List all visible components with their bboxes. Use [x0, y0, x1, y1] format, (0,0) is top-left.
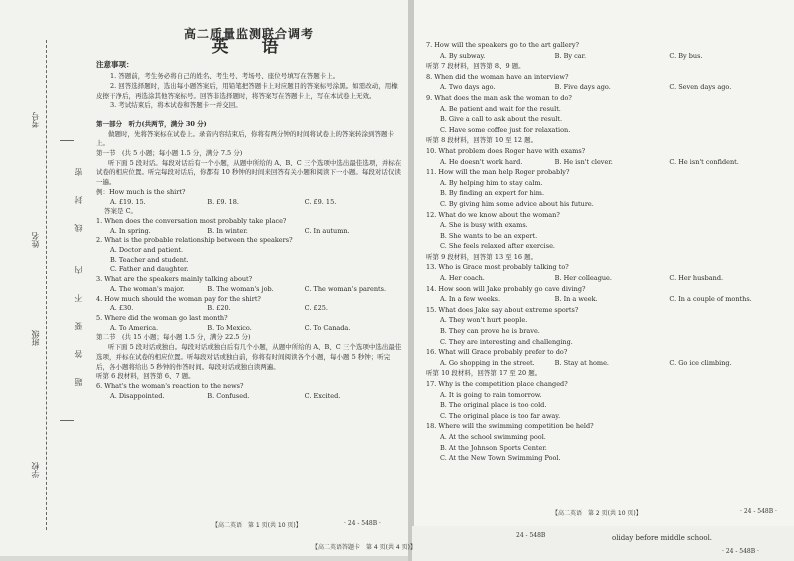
section1-intro: 听下面 5 段对话。每段对话后有一个小题，从题中所给的 A、B、C 三个选项中选出最佳选项，并标在试卷的相应位置。听完每段对话后，你都有 10 秒钟的时间来回答有关小题和阅读下一小题。每段对话仅读一遍。 — [96, 158, 402, 187]
options-1 — [110, 227, 402, 237]
option: B. She wants to be an expert. — [440, 231, 538, 240]
option: A. Doctor and patient. — [110, 246, 184, 255]
option: A. Be patient and wait for the result. — [440, 104, 561, 113]
option: B. At the Johnson Sports Center. — [440, 443, 547, 452]
option: C. Seven days ago. — [669, 83, 732, 92]
option: A. They won't hurt people. — [440, 316, 528, 325]
option: C. To Canada. — [304, 323, 351, 332]
option: A. In a few weeks. — [440, 295, 501, 304]
option: C. Go ice climbing. — [669, 358, 732, 367]
exam-title: 高二质量监测联合调考 — [183, 27, 314, 41]
question-3: 3. What are the speakers mainly talking about? — [96, 275, 253, 284]
option: A. By helping him to stay calm. — [440, 178, 543, 187]
seal-line — [46, 40, 47, 530]
seal-char: 密 — [74, 168, 83, 176]
option: B. By finding an expert for him. — [440, 189, 545, 198]
option: B. £20. — [207, 304, 231, 313]
seal-char: 线 — [74, 224, 83, 232]
material-instruction: 听第 7 段材料，回答第 8、9 题。 — [426, 62, 525, 71]
section1-heading: 第一节 (共 5 小题；每小题 1.5 分，满分 7.5 分) — [96, 149, 243, 158]
option: C. Father and daughter. — [110, 265, 189, 274]
option: B. The original place is too cold. — [440, 401, 547, 410]
right-page — [414, 0, 794, 526]
option: C. In a couple of months. — [669, 295, 752, 304]
material-6-instruction: 听第 6 段材料，回答第 6、7 题。 — [96, 372, 195, 381]
options-5 — [110, 324, 402, 334]
option: B. To Mexico. — [207, 323, 252, 332]
example-answer: 答案是 C。 — [104, 207, 138, 216]
name-label: 姓名 — [31, 232, 40, 248]
seal-tick — [60, 140, 74, 141]
option: C. In autumn. — [304, 226, 350, 235]
material-instruction: 听第 8 段材料，回答第 10 至 12 题。 — [426, 136, 538, 145]
page-footer: 【高二英语 第 1 页(共 10 页)】 — [212, 522, 302, 529]
section2-heading: 第二节 (共 15 小题；每小题 1.5 分，满分 22.5 分) — [96, 333, 251, 342]
class-label: 班级 — [31, 330, 40, 346]
subject-title: 英 语 — [211, 36, 287, 57]
option: A. Two days ago. — [440, 83, 496, 92]
seal-tick — [60, 420, 74, 421]
answer-sheet-footer: 【高二英语答题卡 第 4 页(共 4 页)】 — [312, 544, 416, 551]
option: C. The woman's parents. — [304, 284, 387, 293]
option: A. To America. — [110, 323, 159, 332]
question-1: 1. When does the conversation most probably take place? — [96, 216, 287, 225]
notice-item: 2. 回答选择题时，选出每小题答案后，用铅笔把答题卡上对应题目的答案标号涂黑。如需改动，用橡皮擦干净后，再选涂其他答案标号。回答非选择题时，将答案写在答题卡上，写在本试卷上无效。 — [96, 81, 398, 100]
options-row — [440, 82, 784, 93]
notice-block — [96, 60, 402, 111]
option: C. By bus. — [669, 51, 703, 60]
question: 18. Where will the swimming competition be held? — [426, 422, 594, 431]
option: B. The woman's job. — [207, 284, 274, 293]
option: A. Go shopping in the street. — [440, 358, 535, 367]
exam-number-label: 考号 — [31, 112, 40, 128]
question: 15. What does Jake say about extreme sports? — [426, 305, 579, 314]
seal-char: 答 — [74, 350, 83, 358]
option: A. The woman's major. — [110, 284, 185, 293]
question: 14. How soon will Jake probably go cave diving? — [426, 284, 586, 293]
question: 7. How will the speakers go to the art gallery? — [426, 41, 579, 49]
option: A. By subway. — [440, 51, 486, 60]
question: 11. How will the man help Roger probably? — [426, 168, 570, 177]
option: C. He isn't confident. — [669, 157, 739, 166]
options-row — [440, 358, 784, 369]
option: A. Disappointed. — [110, 391, 165, 400]
option: A. Her coach. — [440, 274, 485, 283]
seal-char: 题 — [74, 378, 83, 386]
option: B. In winter. — [207, 226, 248, 235]
question: 12. What do we know about the woman? — [426, 210, 560, 219]
option: C. At the New Town Swimming Pool. — [440, 454, 561, 463]
option: A. It is going to rain tomorrow. — [440, 390, 542, 399]
option: C. Her husband. — [669, 274, 724, 283]
question-6: 6. What's the woman's reaction to the news? — [96, 381, 244, 390]
section2-intro: 听下面 5 段对话或独白。每段对话或独白后有几个小题，从题中所给的 A、B、C 三个选项中选出最佳选项，并标在试卷的相应位置。听每段对话或独白前，你将有时间阅读各个小题，每小题 5 秒钟；听完后，各小题将给出 5 秒钟的作答时间。每段对话或独白读两遍。 — [96, 343, 402, 371]
page-code: · 24 - 548B · — [740, 508, 777, 515]
option: B. Five days ago. — [554, 83, 611, 92]
option: C. The original place is too far away. — [440, 411, 561, 420]
option: B. Stay at home. — [554, 358, 609, 367]
material-instruction: 听第 9 段材料，回答第 13 至 16 题。 — [426, 252, 538, 261]
option: C. £9. 15. — [304, 197, 337, 206]
options-3 — [110, 285, 402, 295]
option: C. Have some coffee just for relaxation. — [440, 125, 571, 134]
seal-char: 不 — [74, 294, 83, 302]
answer-sheet-code-right: · 24 - 548B · — [722, 548, 759, 555]
option: B. £9. 18. — [207, 197, 239, 206]
example-question: 例：How much is the shirt? — [96, 187, 186, 196]
school-label: 学校 — [31, 462, 40, 478]
notice-title: 注意事项： — [96, 60, 134, 70]
options-6 — [110, 392, 402, 402]
option: B. Her colleague. — [554, 274, 612, 283]
part1-intro: 做题时，先将答案标在试卷上。录音内容结束后，你将有两分钟的时间将试卷上的答案转涂到答题卡上。 — [96, 129, 394, 148]
question: 9. What does the man ask the woman to do? — [426, 93, 572, 102]
seal-char: 内 — [74, 266, 83, 274]
option: B. Give a call to ask about the result. — [440, 115, 563, 124]
question: 13. Who is Grace most probably talking to? — [426, 263, 569, 272]
option: C. She feels relaxed after exercise. — [440, 242, 556, 251]
question: 16. What will Grace probably prefer to do? — [426, 348, 568, 357]
option: C. Excited. — [304, 391, 341, 400]
notice-item: 3. 考试结束后，将本试卷和答题卡一并交回。 — [110, 101, 242, 110]
option: B. He isn't clever. — [554, 157, 613, 166]
option: B. By car. — [554, 51, 587, 60]
option: A. £19. 15. — [110, 197, 146, 206]
seal-char: 封 — [74, 196, 83, 204]
question-2: 2. What is the probable relationship between the speakers? — [96, 236, 293, 245]
page-code: · 24 - 548B · — [344, 520, 381, 527]
answer-sheet-strip — [312, 526, 794, 561]
example-options — [110, 198, 402, 208]
page-footer: 【高二英语 第 2 页(共 10 页)】 — [552, 510, 642, 517]
part1-heading: 第一部分 听力(共两节，满分 30 分) — [96, 119, 207, 128]
option: A. In spring. — [110, 226, 151, 235]
options-row — [440, 157, 784, 168]
option: A. She is busy with exams. — [440, 221, 528, 230]
material-instruction: 听第 10 段材料，回答第 17 至 20 题。 — [426, 369, 542, 378]
left-content — [96, 27, 402, 401]
question: 17. Why is the competition place changed? — [426, 380, 568, 388]
option: B. Teacher and student. — [110, 255, 189, 264]
options-4 — [110, 304, 402, 314]
question-4: 4. How much should the woman pay for the shirt? — [96, 294, 261, 303]
bleed-text: oliday before middle school. — [612, 534, 713, 542]
answer-sheet-code: 24 - 548B — [516, 532, 546, 539]
option: B. They can prove he is brave. — [440, 327, 540, 336]
question: 10. What problem does Roger have with exams? — [426, 146, 586, 155]
seal-char: 要 — [74, 322, 83, 330]
option: C. £25. — [304, 304, 329, 313]
option: A. £30. — [110, 304, 134, 313]
options-row — [440, 51, 784, 62]
option: B. In a week. — [554, 295, 598, 304]
options-row — [440, 273, 784, 284]
option: B. Confused. — [207, 391, 250, 400]
option: A. He doesn't work hard. — [440, 157, 523, 166]
notice-item: 1. 答题前，考生务必将自己的姓名、考生号、考场号、座位号填写在答题卡上。 — [110, 72, 340, 81]
question: 8. When did the woman have an interview? — [426, 72, 569, 81]
binding-margin — [0, 0, 92, 556]
question-5: 5. Where did the woman go last month? — [96, 313, 228, 322]
option: A. At the school swimming pool. — [440, 432, 546, 441]
right-content — [426, 40, 784, 464]
options-row — [440, 294, 784, 305]
option: C. They are interesting and challenging. — [440, 337, 573, 346]
option: C. By giving him some advice about his future. — [440, 199, 594, 208]
